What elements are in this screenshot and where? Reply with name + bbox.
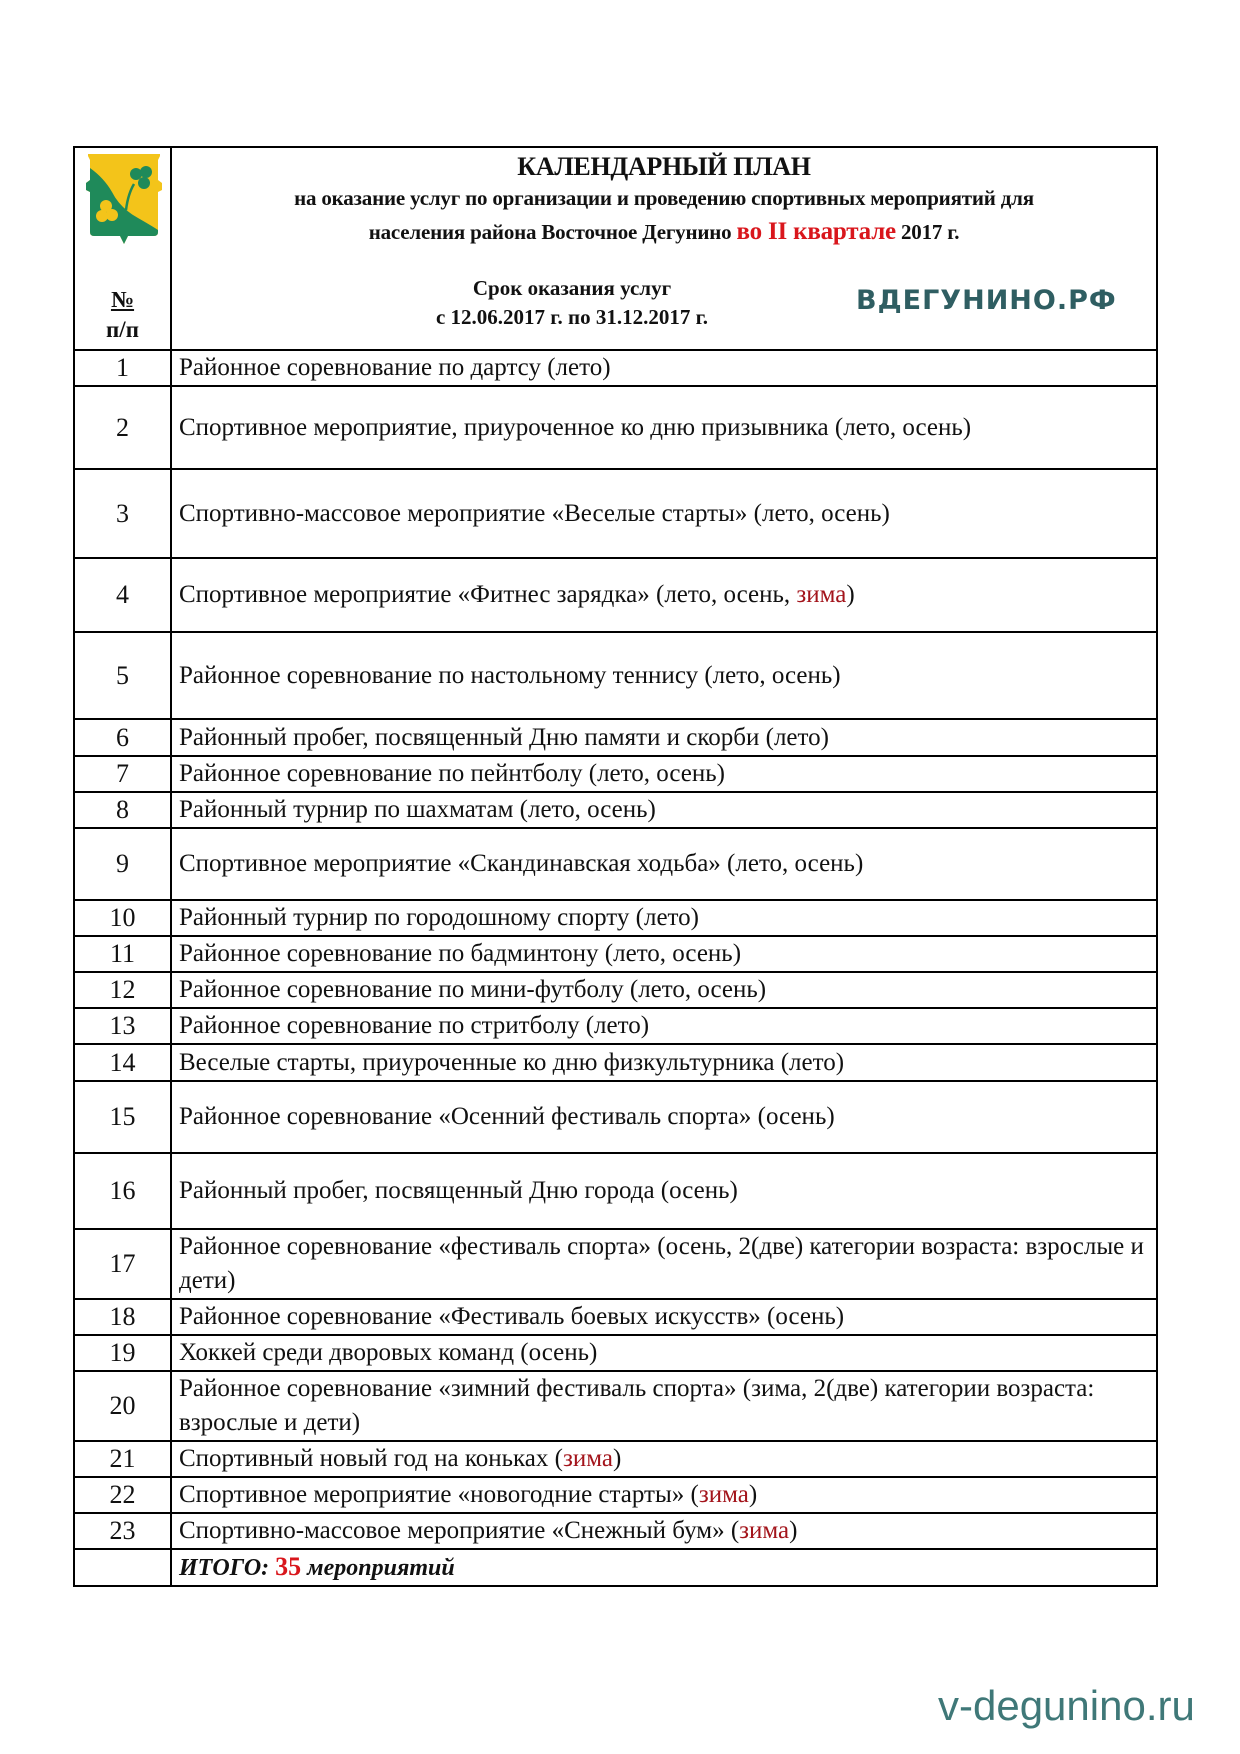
- event-description: [171, 469, 1157, 558]
- table-row: [74, 350, 1157, 386]
- table-header-row: [74, 147, 1157, 350]
- event-text: Районное соревнование по бадминтону (лето, осень): [179, 940, 742, 967]
- event-description: [171, 936, 1157, 972]
- number-column-header: [74, 147, 171, 350]
- table-row: [74, 1371, 1157, 1441]
- row-number: 13: [74, 1008, 171, 1044]
- row-number: 7: [74, 756, 171, 792]
- table-row: [74, 792, 1157, 828]
- site-watermark: v-degunino.ru: [938, 1682, 1195, 1729]
- total-cell: [171, 1549, 1157, 1586]
- table-row: [74, 1477, 1157, 1513]
- row-number: 9: [74, 828, 171, 900]
- row-number: 17: [74, 1229, 171, 1299]
- table-row: [74, 1008, 1157, 1044]
- row-number: 15: [74, 1081, 171, 1153]
- table-row: [74, 632, 1157, 719]
- table-row: [74, 972, 1157, 1008]
- table-row: [74, 1044, 1157, 1081]
- event-description: [171, 1081, 1157, 1153]
- season-winter-highlight: зима: [562, 1445, 613, 1472]
- event-text-tail: ): [789, 1517, 798, 1544]
- table-row: [74, 1335, 1157, 1371]
- row-number: 4: [74, 558, 171, 632]
- total-number-cell: [74, 1549, 171, 1586]
- subtitle-year: 2017 г.: [895, 220, 960, 244]
- event-description: [171, 756, 1157, 792]
- table-row: [74, 756, 1157, 792]
- row-number: 16: [74, 1153, 171, 1229]
- event-description: [171, 558, 1157, 632]
- event-text: Районное соревнование по пейнтболу (лето, осень): [179, 760, 725, 787]
- coat-of-arms-icon: [82, 150, 166, 250]
- table-row: [74, 936, 1157, 972]
- event-description: [171, 828, 1157, 900]
- row-number: 11: [74, 936, 171, 972]
- row-number: 1: [74, 350, 171, 386]
- event-description: [171, 1153, 1157, 1229]
- event-text: Спортивный новый год на коньках (: [179, 1445, 563, 1472]
- table-row: [74, 469, 1157, 558]
- table-row: [74, 828, 1157, 900]
- row-number: 21: [74, 1441, 171, 1477]
- total-label: ИТОГО:: [179, 1555, 276, 1581]
- quarter-highlight: во II квартале: [736, 218, 896, 245]
- number-sign-label: №: [110, 287, 135, 312]
- table-row: [74, 1513, 1157, 1549]
- calendar-plan-table: [73, 146, 1158, 1587]
- table-row: [74, 900, 1157, 936]
- row-number: 6: [74, 719, 171, 756]
- event-text-tail: ): [846, 581, 855, 608]
- plan-header-cell: [171, 147, 1157, 350]
- event-text: Спортивное мероприятие «Скандинавская ходьба» (лето, осень): [179, 850, 864, 877]
- table-row: [74, 386, 1157, 469]
- subtitle-line-1: на оказание услуг по организации и проведению спортивных мероприятий для: [294, 186, 1034, 210]
- event-text: Районное соревнование «фестиваль спорта» (осень, 2(две) категории возраста: взрослые и дети): [179, 1233, 1144, 1294]
- event-description: [171, 1044, 1157, 1081]
- event-text: Спортивно-массовое мероприятие «Снежный бум» (: [179, 1517, 740, 1544]
- row-number: 5: [74, 632, 171, 719]
- event-description: [171, 1299, 1157, 1335]
- event-description: [171, 1335, 1157, 1371]
- row-number: 8: [74, 792, 171, 828]
- event-text: Районный турнир по шахматам (лето, осень): [179, 796, 656, 823]
- row-number: 22: [74, 1477, 171, 1513]
- row-number: 14: [74, 1044, 171, 1081]
- event-text-tail: ): [612, 1445, 622, 1472]
- row-number: 3: [74, 469, 171, 558]
- event-text: Районный турнир по городошному спорту (лето): [179, 904, 699, 931]
- event-description: [171, 1229, 1157, 1299]
- event-text: Хоккей среди дворовых команд (осень): [179, 1339, 598, 1366]
- subtitle-district: населения района Восточное Дегунино: [368, 220, 737, 244]
- event-text: Спортивно-массовое мероприятие «Веселые старты» (лето, осень): [179, 499, 890, 527]
- row-number: 18: [74, 1299, 171, 1335]
- event-description: [171, 900, 1157, 936]
- event-description: [171, 350, 1157, 386]
- event-text: Районное соревнование по дартсу (лето): [179, 354, 611, 381]
- event-description: [171, 792, 1157, 828]
- document-title: КАЛЕНДАРНЫЙ ПЛАН: [517, 152, 811, 181]
- table-row: [74, 1441, 1157, 1477]
- event-description: [171, 386, 1157, 469]
- event-text: Районное соревнование по стритболу (лето): [179, 1012, 650, 1039]
- table-row: [74, 1081, 1157, 1153]
- table-row: [74, 1153, 1157, 1229]
- table-row: [74, 558, 1157, 632]
- table-row: [74, 1299, 1157, 1335]
- total-unit: мероприятий: [301, 1555, 455, 1581]
- event-text: Районное соревнование «Осенний фестиваль спорта» (осень): [179, 1103, 835, 1130]
- total-count: 35: [275, 1552, 302, 1581]
- event-text: Районное соревнование по мини-футболу (лето, осень): [179, 976, 767, 1003]
- row-number: 20: [74, 1371, 171, 1441]
- service-term-label: Срок оказания услуг: [472, 276, 672, 300]
- event-description: [171, 1513, 1157, 1549]
- service-term-range: с 12.06.2017 г. по 31.12.2017 г.: [435, 305, 708, 329]
- row-number: 23: [74, 1513, 171, 1549]
- event-description: [171, 1008, 1157, 1044]
- event-description: [171, 632, 1157, 719]
- event-description: [171, 972, 1157, 1008]
- event-text: Районное соревнование по настольному теннису (лето, осень): [179, 661, 841, 689]
- event-text: Районное соревнование «Фестиваль боевых искусств» (осень): [179, 1303, 845, 1330]
- season-winter-highlight: зима: [698, 1481, 749, 1508]
- event-description: [171, 719, 1157, 756]
- event-description: [171, 1477, 1157, 1513]
- row-number: 19: [74, 1335, 171, 1371]
- event-text: Районный пробег, посвященный Дню памяти и скорби (лето): [179, 723, 829, 751]
- event-text: Спортивное мероприятие, приуроченное ко дню призывника (лето, осень): [179, 413, 972, 441]
- table-row: [74, 1229, 1157, 1299]
- event-text: Спортивное мероприятие «Фитнес зарядка» (лето, осень,: [179, 581, 797, 608]
- row-number: 12: [74, 972, 171, 1008]
- event-text: Районное соревнование «зимний фестиваль спорта» (зима, 2(две) категории возраста: взрослые и дети): [179, 1375, 1095, 1436]
- event-description: [171, 1371, 1157, 1441]
- subtitle-line-2: [172, 218, 1156, 246]
- total-row: [74, 1549, 1157, 1586]
- item-number-label: п/п: [106, 317, 139, 342]
- event-text: Районный пробег, посвященный Дню города (осень): [179, 1177, 738, 1204]
- event-text: Спортивное мероприятие «новогодние старты» (: [179, 1481, 699, 1508]
- event-text: Веселые старты, приуроченные ко дню физкультурника (лето): [179, 1048, 845, 1076]
- table-row: [74, 719, 1157, 756]
- event-text-tail: ): [748, 1481, 758, 1508]
- event-description: [171, 1441, 1157, 1477]
- row-number: 10: [74, 900, 171, 936]
- season-winter-highlight: зима: [739, 1517, 790, 1544]
- row-number: 2: [74, 386, 171, 469]
- season-winter-highlight: зима: [796, 581, 847, 608]
- brand-watermark: ВДЕГУНИНО.РФ: [856, 285, 1117, 316]
